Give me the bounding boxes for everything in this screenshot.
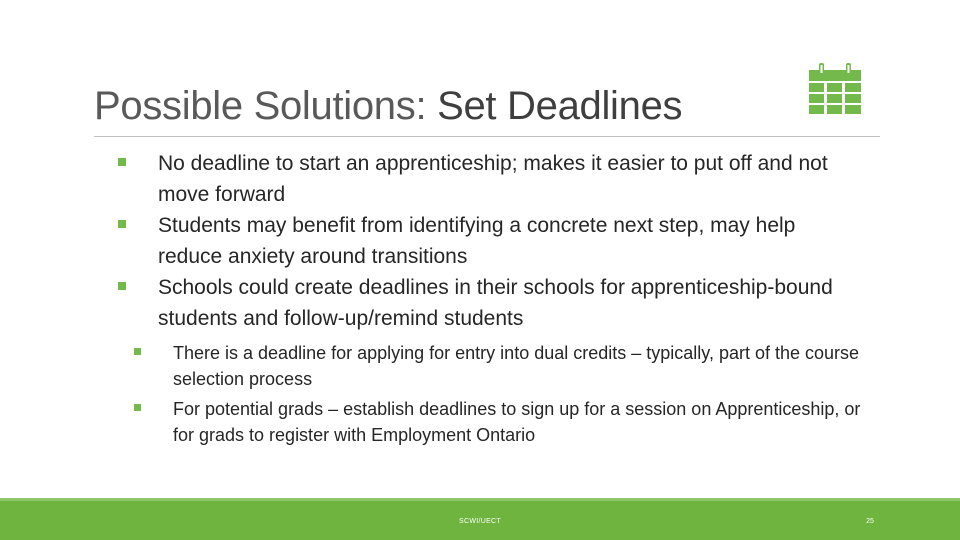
footer-highlight bbox=[0, 498, 960, 501]
bullet-text: No deadline to start an apprenticeship; makes it easier to put off and not move forward bbox=[158, 152, 828, 206]
sub-bullet-text: For potential grads – establish deadlines to sign up for a session on Apprenticeship, or for grads to register with Employment Ontario bbox=[173, 399, 861, 445]
sub-bullet-list bbox=[118, 340, 878, 448]
bullet-square-icon bbox=[118, 220, 126, 228]
sub-bullet-item bbox=[118, 396, 863, 448]
sub-bullet-text: There is a deadline for applying for entry into dual credits – typically, part of the course selection process bbox=[173, 343, 860, 389]
sub-bullet-item bbox=[118, 340, 863, 392]
title-part-2: Set Deadlines bbox=[437, 84, 683, 128]
title-part-1: Possible Solutions: bbox=[94, 84, 438, 128]
bullet-item bbox=[118, 148, 858, 210]
title-divider bbox=[94, 136, 880, 137]
bullet-item bbox=[118, 210, 858, 272]
slide-title bbox=[94, 80, 682, 132]
bullet-item bbox=[118, 272, 858, 334]
content-body bbox=[118, 148, 878, 448]
footer-label: SCWI/UECT bbox=[459, 518, 501, 525]
bullet-square-icon bbox=[118, 282, 126, 290]
bullet-text: Schools could create deadlines in their schools for apprenticeship-bound students and follow-up/remind students bbox=[158, 276, 833, 330]
page-number: 25 bbox=[866, 518, 874, 525]
bullet-square-icon bbox=[118, 158, 126, 166]
sub-bullet-square-icon bbox=[134, 404, 141, 411]
sub-bullet-square-icon bbox=[134, 348, 141, 355]
calendar-icon bbox=[806, 62, 864, 116]
bullet-text: Students may benefit from identifying a concrete next step, may help reduce anxiety around transitions bbox=[158, 214, 796, 268]
